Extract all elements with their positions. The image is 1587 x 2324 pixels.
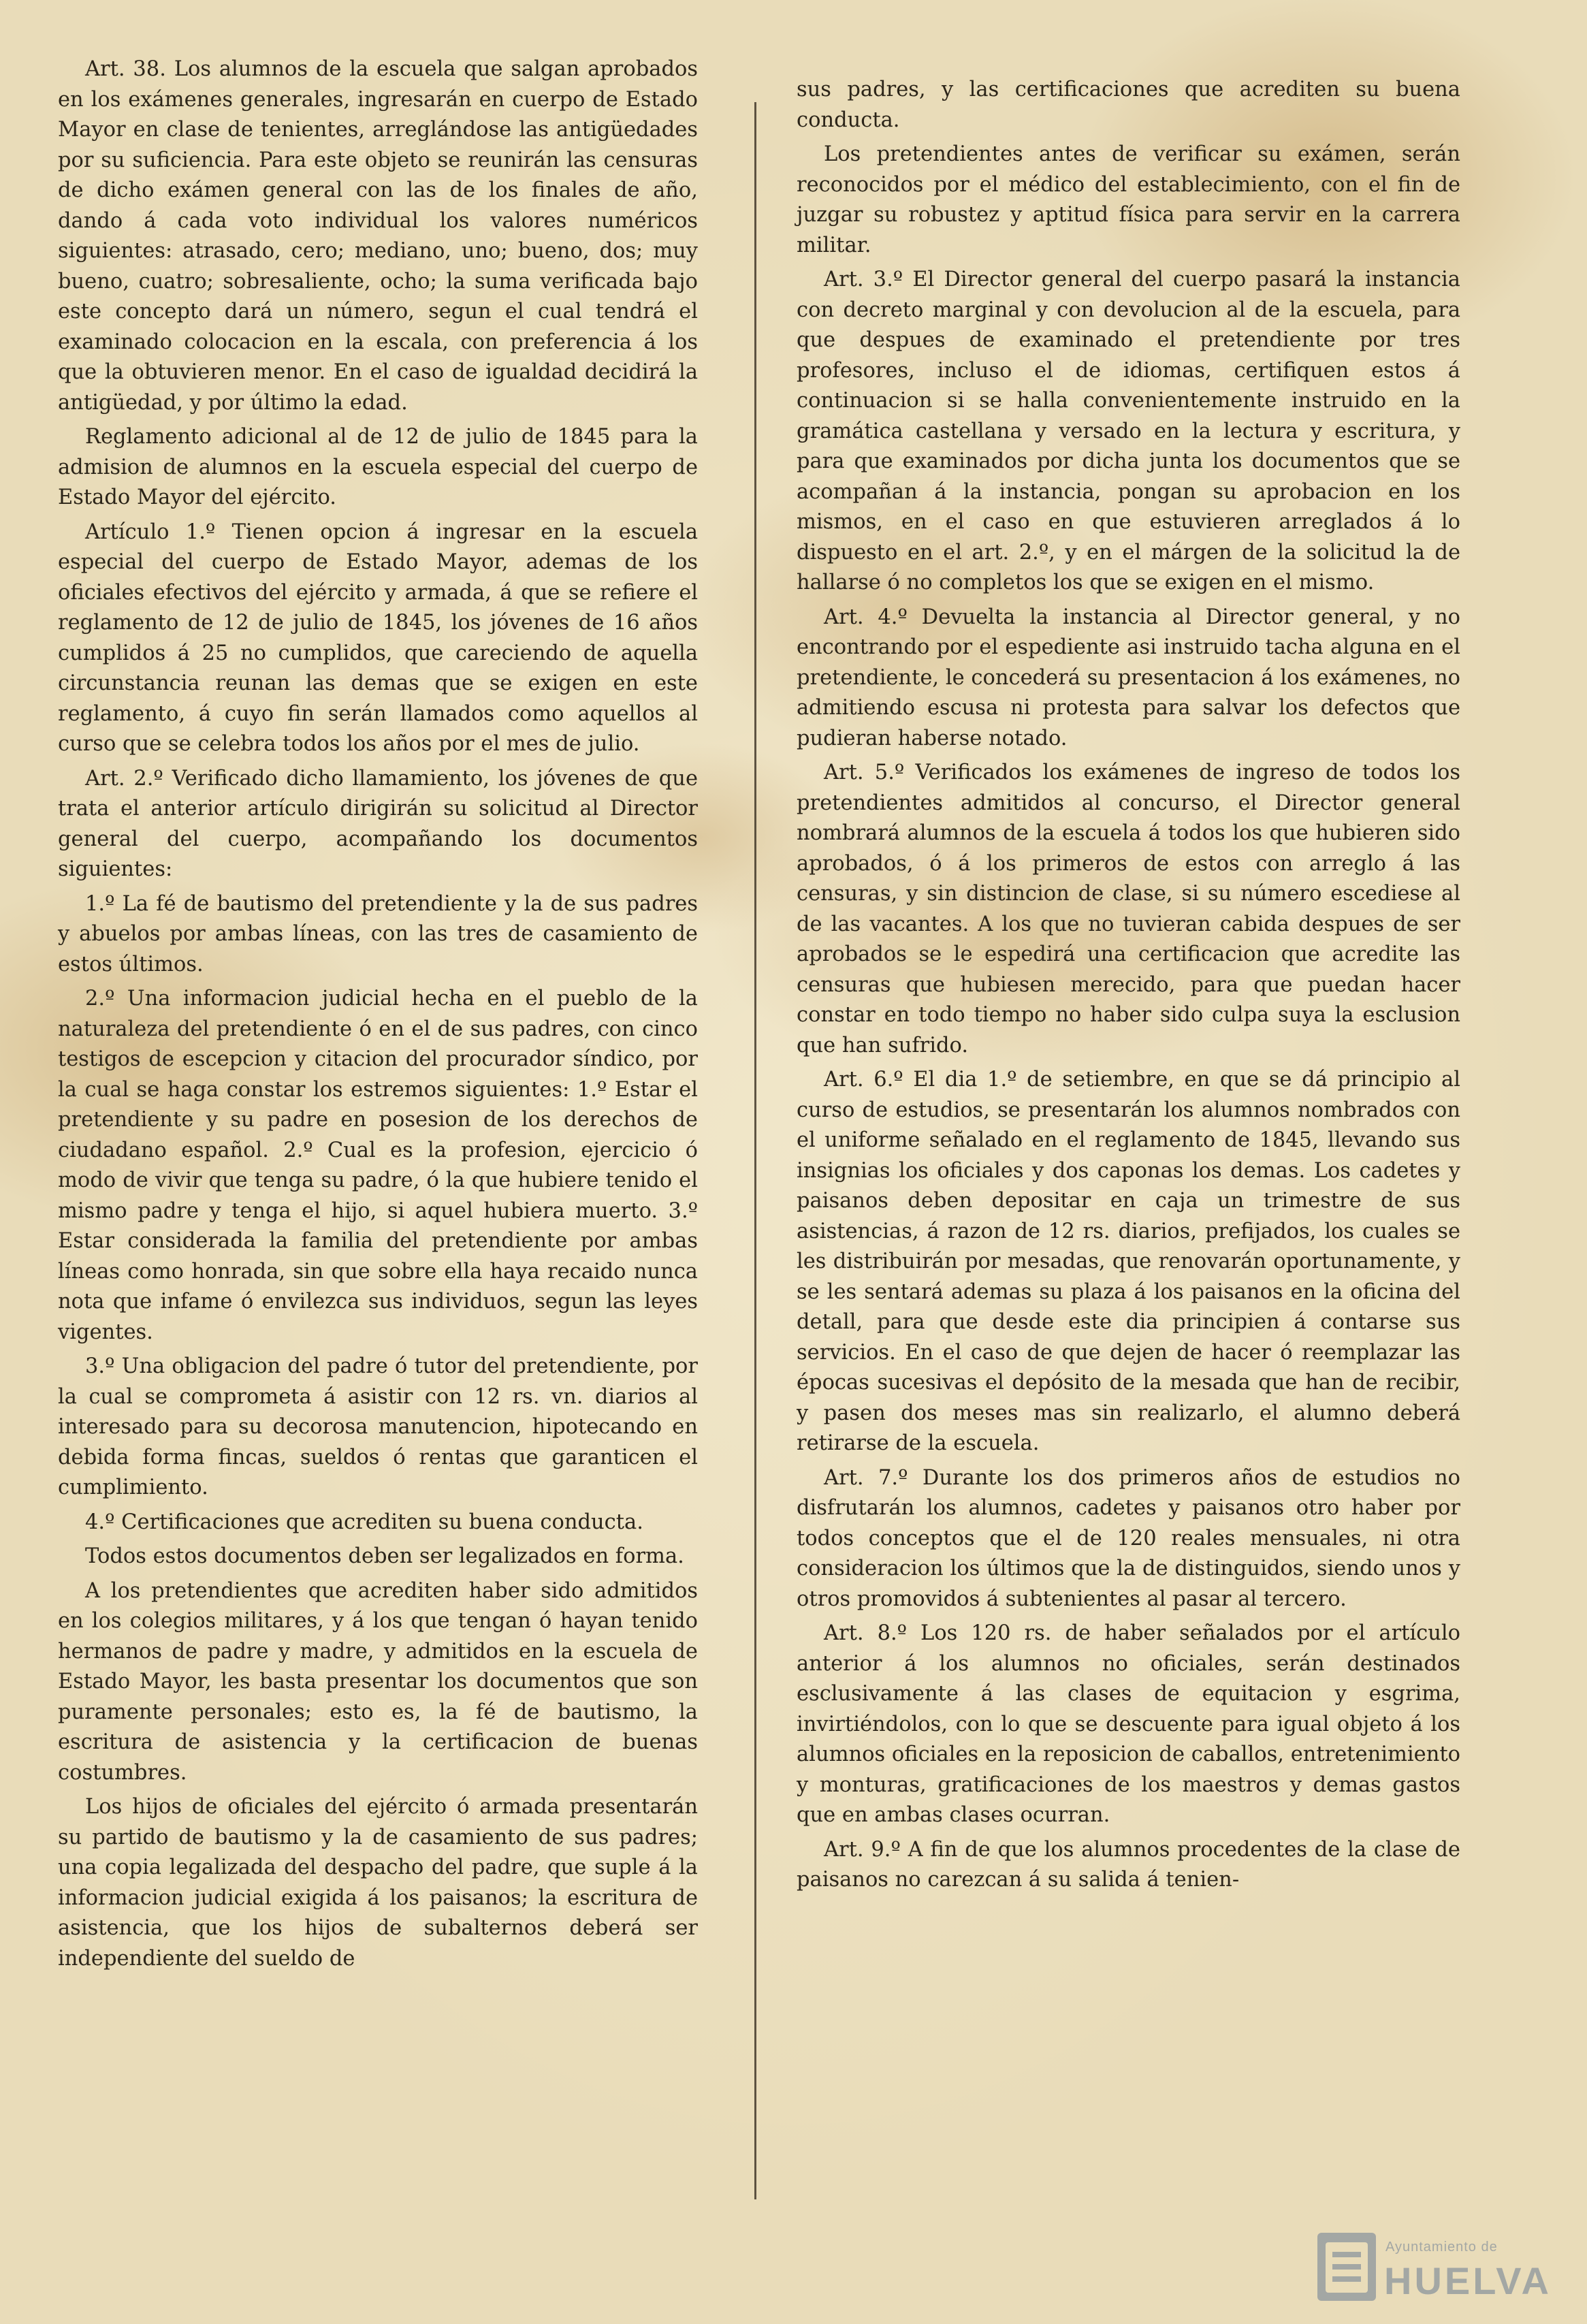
right-column: [797, 75, 1460, 1900]
paragraph-art-5: Art. 5.º Verificados los exámenes de ingreso de todos los pretendientes admitidos al concurso, el Director general nombrará alumnos de la escuela á todos los que hubieren sido aprobados, ó á los primeros de estos con arreglo á las censuras, y sin distincion de clase, si su número escediese al de las vacantes. A los que no tuvieran cabida despues de ser aprobados se le espedirá una certificacion que acredite las censuras que hubiesen merecido, para que puedan hacer constar en todo tiempo no haber sido culpa suya la esclusion que han sufrido.: [797, 761, 1460, 1057]
column-divider: [754, 102, 756, 2199]
paragraph-reglamento-heading: Reglamento adicional al de 12 de julio de 1845 para la admision de alumnos en la escuela especial del cuerpo de Estado Mayor del ejército.: [58, 425, 698, 509]
left-column: [58, 54, 698, 1978]
paragraph-reconocimiento-medico: Los pretendientes antes de verificar su exámen, serán reconocidos por el médico del establecimiento, con el fin de juzgar su robustez y aptitud física para servir en la carrera militar.: [797, 142, 1460, 257]
paragraph-item-3: 3.º Una obligacion del padre ó tutor del pretendiente, por la cual se comprometa á asistir con 12 rs. vn. diarios al interesado para su decorosa manutencion, hipotecando en debida forma fincas, sueldos ó rentas que garanticen el cumplimiento.: [58, 1354, 698, 1499]
city-seal-icon: [1317, 2233, 1376, 2301]
watermark-small-text: Ayuntamiento de: [1385, 2240, 1498, 2255]
paragraph-item-2: 2.º Una informacion judicial hecha en el pueblo de la naturaleza del pretendiente ó en el de sus padres, con cinco testigos de escepcion y citacion del procurador síndico, por la cual se haga constar los estremos siguientes: 1.º Estar el pretendiente y su padre en posesion de los derechos de ciudadano español. 2.º Cual es la profesion, ejercicio ó modo de vivir que tenga su padre, ó la que hubiere tenido el mismo padre y tenga el hijo, si aquel hubiera muerto. 3.º Estar considerada la familia del pretendiente por ambas líneas como honrada, sin que sobre ella haya recaido nunca nota que infame ó envilezca sus individuos, segun las leyes vigentes.: [58, 987, 698, 1344]
paragraph-art-38: Art. 38. Los alumnos de la escuela que salgan aprobados en los exámenes generales, ingresarán en cuerpo de Estado Mayor en clase de tenientes, arreglándose las antigüedades por su suficiencia. Para este objeto se reunirán las censuras de dicho exámen general con las de los finales de año, dando á cada voto individual los valores numéricos siguientes: atrasado, cero; mediano, uno; bueno, dos; muy bueno, cuatro; sobresaliente, ocho; la suma verificada bajo este concepto dará un número, segun el cual tendrá el examinado colocacion en la escala, con preferencia á los que la obtuvieren menor. En el caso de igualdad decidirá la antigüedad, y por último la edad.: [58, 57, 698, 415]
paragraph-art-2: Art. 2.º Verificado dicho llamamiento, los jóvenes de que trata el anterior artículo dirigirán su solicitud al Director general del cuerpo, acompañando los documentos siguientes:: [58, 766, 698, 881]
paragraph-art-8: Art. 8.º Los 120 rs. de haber señalados por el artículo anterior á los alumnos no oficiales, serán destinados esclusivamente á las clases de equitacion y esgrima, invirtiéndolos, con lo que se descuente para igual objeto á los alumnos oficiales en la reposicion de caballos, entretenimiento y monturas, gratificaciones de los maestros y demas gastos que en ambas clases ocurran.: [797, 1621, 1460, 1827]
paragraph-art-3: Art. 3.º El Director general del cuerpo pasará la instancia con decreto marginal y con devolucion al de la escuela, para que despues de examinado el pretendiente por tres profesores, incluso el de idiomas, certifiquen estos á continuacion si se halla convenientemente instruido en la gramática castellana y versado en la lectura y escritura, y para que examinados por dicha junta los documentos que se acompañan á la instancia, pongan su aprobacion en los mismos, en el caso en que estuvieren arreglados á lo dispuesto en el art. 2.º, y en el márgen de la solicitud la de hallarse ó no completos los que se exigen en el mismo.: [797, 268, 1460, 594]
paragraph-articulo-1: Artículo 1.º Tienen opcion á ingresar en la escuela especial del cuerpo de Estado Mayor, ademas de los oficiales efectivos del ejército y armada, á que se refiere el reglamento de 12 de julio de 1845, los jóvenes de 16 años cumplidos á 25 no cumplidos, que careciendo de aquella circunstancia reunan las demas que se exigen en este reglamento, á cuyo fin serán llamados como aquellos al curso que se celebra todos los años por el mes de julio.: [58, 520, 698, 756]
paragraph-art-9: Art. 9.º A fin de que los alumnos procedentes de la clase de paisanos no carezcan á su salida á tenien-: [797, 1837, 1460, 1892]
paragraph-continuation: sus padres, y las certificaciones que acrediten su buena conducta.: [797, 78, 1460, 132]
paragraph-colegios-militares: A los pretendientes que acrediten haber sido admitidos en los colegios militares, y á los que tengan ó hayan tenido hermanos de padre y madre, y admitidos en la escuela de Estado Mayor, les basta presentar los documentos que son puramente personales; esto es, la fé de bautismo, la escritura de asistencia y la certificacion de buenas costumbres.: [58, 1578, 698, 1785]
paragraph-art-4: Art. 4.º Devuelta la instancia al Director general, y no encontrando por el espediente asi instruido tacha alguna en el pretendiente, le concederá su presentacion á los exámenes, no admitiendo escusa ni protesta para salvar los defectos que pudieran haberse notado.: [797, 605, 1460, 750]
paragraph-legalizados: Todos estos documentos deben ser legalizados en forma.: [85, 1544, 684, 1568]
paragraph-item-4: 4.º Certificaciones que acrediten su buena conducta.: [85, 1510, 643, 1534]
paragraph-item-1: 1.º La fé de bautismo del pretendiente y la de sus padres y abuelos por ambas líneas, con las tres de casamiento de estos últimos.: [58, 891, 698, 976]
paragraph-hijos-oficiales: Los hijos de oficiales del ejército ó armada presentarán su partido de bautismo y la de casamiento de sus padres; una copia legalizada del despacho del padre, que suple á la informacion judicial exigida á los paisanos; la escritura de asistencia, que los hijos de subalternos deberá ser independiente del sueldo de: [58, 1795, 698, 1971]
archive-watermark-logo: [1317, 2230, 1576, 2305]
watermark-big-text: HUELVA: [1384, 2259, 1552, 2302]
paragraph-art-7: Art. 7.º Durante los dos primeros años de estudios no disfrutarán los alumnos, cadetes y paisanos otro haber por todos conceptos que el de 120 reales mensuales, ni otra consideracion los últimos que la de distinguidos, siendo unos y otros promovidos á subtenientes al pasar al tercero.: [797, 1465, 1460, 1611]
paragraph-art-6: Art. 6.º El dia 1.º de setiembre, en que se dá principio al curso de estudios, se presentarán los alumnos nombrados con el uniforme señalado en el reglamento de 1845, llevando sus insignias los oficiales y dos caponas los demas. Los cadetes y paisanos deben depositar en caja un trimestre de sus asistencias, á razon de 12 rs. diarios, prefijados, los cuales se les distribuirán por mesadas, que renovarán oportunamente, y se les sentará ademas su plaza á los paisanos en la oficina del detall, para que desde este dia principien á contarse sus servicios. En el caso de que dejen de hacer ó reemplazar las épocas sucesivas el depósito de la mesada que han de recibir, y pasen dos meses mas sin realizarlo, el alumno deberá retirarse de la escuela.: [797, 1068, 1460, 1455]
